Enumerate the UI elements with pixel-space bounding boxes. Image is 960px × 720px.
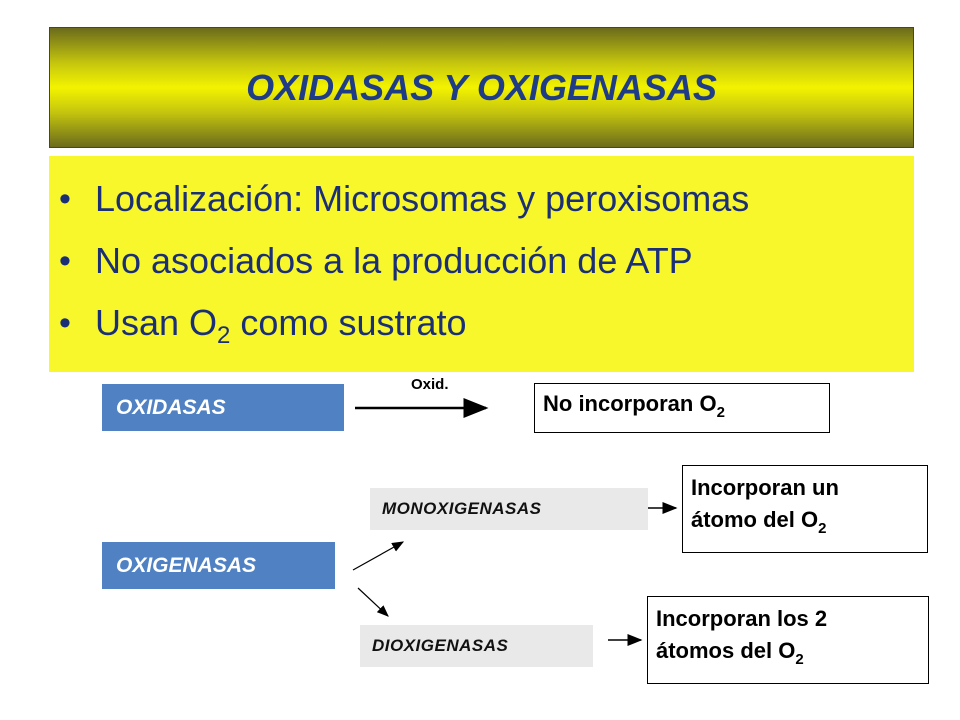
- bullet-dot-icon: •: [59, 304, 71, 342]
- bullet-text: No asociados a la producción de ATP: [95, 240, 693, 281]
- oxidasas-box: OXIDASAS: [102, 384, 344, 431]
- oxid-arrow-label: Oxid.: [411, 376, 449, 393]
- oxigenasas-box: OXIGENASAS: [102, 542, 335, 589]
- bullet-dot-icon: •: [59, 242, 71, 280]
- monoxigenasas-result-box: Incorporan un átomo del $O_2$: [682, 465, 928, 553]
- monoxigenasas-box: MONOXIGENASAS: [370, 488, 648, 530]
- bullet-dot-icon: •: [59, 180, 71, 218]
- dioxigenasas-box: DIOXIGENASAS: [360, 625, 593, 667]
- oxidasas-result-box: No incorporan $O_2$: [534, 383, 830, 433]
- to-di-arrow: [358, 588, 388, 616]
- to-mono-arrow: [353, 542, 403, 570]
- bullet-text: Localización: Microsomas y peroxisomas: [95, 178, 750, 219]
- slide-title: OXIDASAS Y OXIGENASAS: [246, 66, 717, 108]
- bullet-text: Usan $O_2$ como sustrato: [95, 302, 467, 349]
- dioxigenasas-result-box: Incorporan los 2 átomos del $O_2$: [647, 596, 929, 684]
